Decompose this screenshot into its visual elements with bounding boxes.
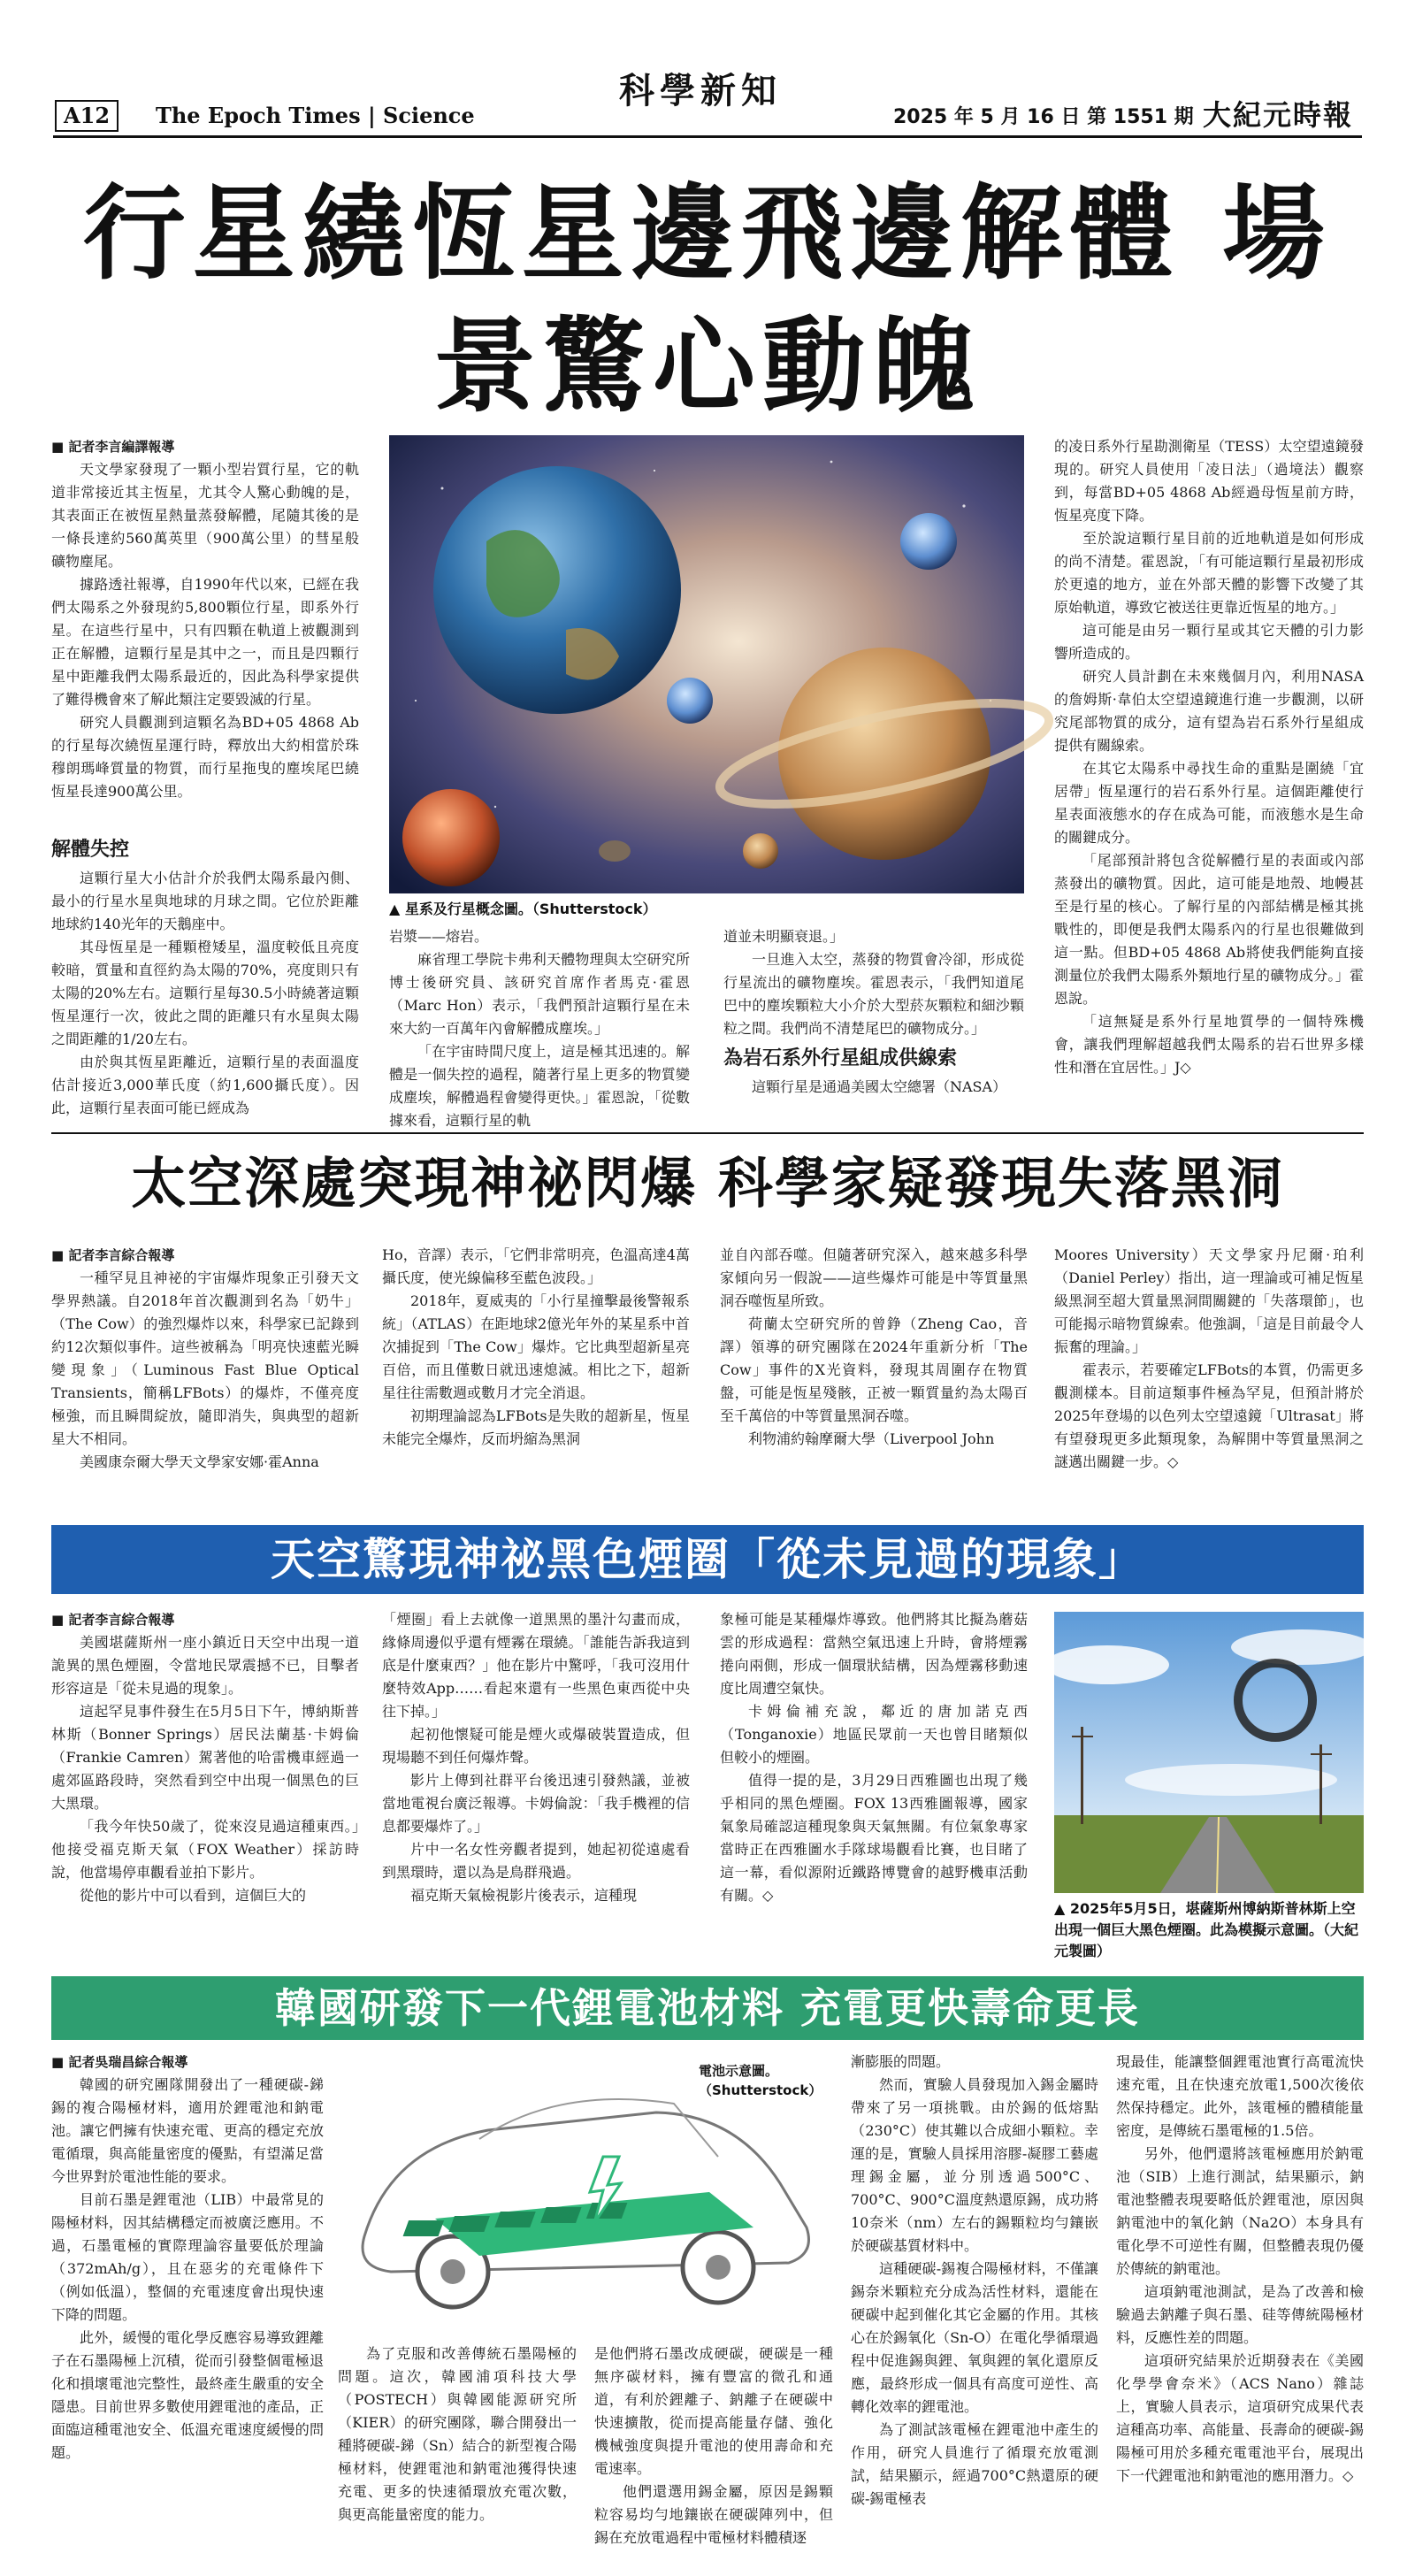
paragraph: 霍表示，若要確定LFBots的本質，仍需更多觀測樣本。目前這類事件極為罕見，但預計將於2025年登場的以色列太空望遠鏡「Ultrasat」將有望發現更多此類現象，為解開中等質量黑洞之謎邁出關鍵一步。◇ [1054, 1361, 1364, 1470]
paragraph: 研究人員計劃在未來幾個月內，利用NASA的詹姆斯·韋伯太空望遠鏡進行進一步觀測，以研究尾部物質的成分，這有望為岩石系外行星組成提供有關線索。 [1054, 668, 1364, 754]
article2-col3 [720, 1244, 1028, 1514]
paragraph: 現最佳，能讓整個鋰電池實行高電流快速充電，且在快速充放電1,500次後依然保持穩定。此外，該電極的體積能量密度，是傳統石墨電極的1.5倍。 [1116, 2053, 1364, 2139]
article1-subhead-1: 解體失控 [51, 839, 130, 861]
paragraph: 這種硬碳-錫複合陽極材料，不僅讓錫奈米顆粒充分成為活性材料，還能在硬碳中起到催化其它金屬的作用。其核心在於錫氧化（Sn-O）在電化學循環過程中促進錫與鋰、氧與鋰的氧化還原反應，最終形成一個具有高度可逆性、高轉化效率的鋰電池。 [851, 2260, 1098, 2415]
article3-headline: 天空驚現神祕黑色煙圈「從未見過的現象」 [271, 1534, 1144, 1585]
paragraph: 片中一名女性旁觀者提到，她起初從遠處看到黑環時，還以為是鳥群飛過。 [382, 1841, 690, 1881]
article2-col2 [382, 1244, 690, 1514]
paragraph: 一種罕見且神祕的宇宙爆炸現象正引發天文學界熱議。自2018年首次觀測到名為「奶牛」（The Cow）的強烈爆炸以來，科學家已記錄到約12次類似事件。這些被稱為「明亮快速藍光瞬變現象」（Luminous Fast Blue Optical Transients，簡稱LFBots）的爆炸，不僅亮度極強，而且瞬間綻放，隨即消失，與典型的超新星大不相同。 [51, 1269, 359, 1447]
paragraph: 這起罕見事件發生在5月5日下午，博納斯普林斯（Bonner Springs）居民法蘭基·卡姆倫（Frankie Camren）駕著他的哈雷機車經過一處郊區路段時，突然看到空中出現一個黑色的巨大黑環。 [51, 1703, 359, 1812]
article1-col3 [723, 925, 1024, 1120]
article4-col3 [594, 2342, 833, 2564]
article4-headline-banner [51, 1976, 1364, 2040]
paragraph: 道並未明顯衰退。」 [723, 928, 845, 945]
paragraph: 岩漿——熔岩。 [389, 928, 489, 945]
article3-col1 [51, 1608, 359, 1962]
paragraph: 其母恆星是一種顆橙矮星，溫度較低且亮度較暗，質量和直徑約為太陽的70%，亮度則只有太陽的20%左右。這顆行星每30.5小時繞著這顆恆星運行一次，彼此之間的距離只有水星與太陽之間距離的1/20左右。 [51, 939, 359, 1047]
paragraph: 為了測試該電極在鋰電池中產生的作用，研究人員進行了循環充放電測試，結果顯示，經過700°C熱還原的硬碳-錫電極表 [851, 2421, 1098, 2507]
paragraph: 荷蘭太空研究所的曾錚（Zheng Cao，音譯）領導的研究團隊在2024年重新分析「The Cow」事件的X光資料，發現其周圍存在物質盤，可能是恆星殘骸，正被一顆質量約為太陽百至千萬倍的中等質量黑洞吞噬。 [720, 1315, 1028, 1424]
paragraph: 並自內部吞噬。但隨著研究深入，越來越多科學家傾向另一假說——這些爆炸可能是中等質量黑洞吞噬恆星所致。 [720, 1246, 1028, 1309]
paragraph: 這可能是由另一顆行星或其它天體的引力影響所造成的。 [1054, 622, 1364, 662]
paragraph: 韓國的研究團隊開發出了一種硬碳-銻錫的複合陽極材料，適用於鋰電池和鈉電池。讓它們擁有快速充電、更高的穩定充放電循環，與高能量密度的優點，有望滿足當今世界對於電池性能的要求。 [51, 2076, 324, 2185]
paragraph: 麻省理工學院卡弗利天體物理與太空研究所博士後研究員、該研究首席作者馬克·霍恩（Marc Hon）表示，「我們預計這顆行星在未來大約一百萬年內會解體成塵埃。」 [389, 951, 690, 1037]
paragraph: 2018年，夏威夷的「小行星撞擊最後警報系統」（ATLAS）在距地球2億光年外的某星系中首次捕捉到「The Cow」爆炸。它比典型超新星亮百倍，而且僅數日就迅速熄滅。相比之下，超新星往往需數週或數月才完全消退。 [382, 1292, 690, 1401]
planet-illustration-svg [389, 435, 1024, 893]
paragraph: 漸膨脹的問題。 [851, 2053, 951, 2070]
article4-col1 [51, 2051, 324, 2564]
paragraph: 據路透社報導，自1990年代以來，已經在我們太陽系之外發現約5,800顆位行星，即系外行星。在這些行星中，只有四顆在軌道上被觀測到正在解體，這顆行星是其中之一，而且是四顆行星中距離我們太陽系最近的，因此為科學家提供了難得機會來了解此類注定要毀滅的行星。 [51, 576, 359, 708]
article4-col2 [338, 2342, 577, 2564]
paragraph: 至於說這顆行星目前的近地軌道是如何形成的尚不清楚。霍恩說，「有可能這顆行星最初形成於更遠的地方，並在外部天體的影響下改變了其原始軌道，導致它被送往更靠近恆星的地方。」 [1054, 530, 1364, 616]
newspaper-logo: 大紀元時報 [1203, 98, 1354, 132]
paragraph: Ho，音譯）表示，「它們非常明亮，色溫高達4萬攝氏度，使光線偏移至藍色波段。」 [382, 1246, 690, 1286]
paragraph: 由於與其恆星距離近，這顆行星的表面溫度估計接近3,000華氏度（約1,600攝氏度）。因此，這顆行星表面可能已經成為 [51, 1054, 359, 1116]
article4-byline: ■ 記者吳瑞昌綜合報導 [51, 2054, 188, 2070]
article2-col4 [1054, 1244, 1364, 1514]
paragraph: 「我今年快50歲了，從來沒見過這種東西。」他接受福克斯天氣（FOX Weather）採訪時說，他當場停車觀看並拍下影片。 [51, 1818, 359, 1881]
brand-name: The Epoch Times | Science [156, 103, 475, 128]
paragraph: 從他的影片中可以看到，這個巨大的 [80, 1887, 307, 1904]
paragraph: 這項研究結果於近期發表在《美國化學學會奈米》（ACS Nano）雜誌上，實驗人員表示，這項研究成果代表這種高功率、高能量、長壽命的硬碳-錫陽極可用於多種充電電池平台，展現出下一代鋰電池和鈉電池的應用潛力。◇ [1116, 2352, 1364, 2484]
article1-col2 [389, 925, 690, 1129]
article1-col4 [1054, 435, 1364, 1120]
article1-headline: 行星繞恆星邊飛邊解體 場景驚心動魄 [82, 174, 1333, 426]
paragraph: 此外，緩慢的電化學反應容易導致鋰離子在石墨陽極上沉積，從而引發整個電極退化和損壞電池完整性，最終產生嚴重的安全隱患。目前世界多數使用鋰電池的產品，正面臨這種電池安全、低溫充電速度緩慢的問題。 [51, 2329, 324, 2461]
article4-headline: 韓國研發下一代鋰電池材料 充電更快壽命更長 [274, 1984, 1140, 2032]
article3-col3 [720, 1608, 1028, 1962]
paragraph: Moores University）天文學家丹尼爾·珀利（Daniel Perley）指出，這一理論或可補足恆星級黑洞至超大質量黑洞間關鍵的「失落環節」，也可能揭示暗物質線索。他強調，「這是目前最令人振奮的理論。」 [1054, 1246, 1364, 1355]
paragraph: 是他們將石墨改成硬碳，硬碳是一種無序碳材料，擁有豐富的微孔和通道，有利於鋰離子、鈉離子在硬碳中快速擴散，從而提高能量存儲、強化機械強度與提升電池的使用壽命和充電速率。 [594, 2345, 833, 2477]
paragraph: 影片上傳到社群平台後迅速引發熱議，並被當地電視台廣泛報導。卡姆倫說：「我手機裡的信息都要爆炸了。」 [382, 1772, 690, 1835]
paragraph: 「尾部預計將包含從解體行星的表面或內部蒸發出的礦物質。因此，這可能是地殼、地幔甚至是行星的核心。了解行星的內部結構是極其挑戰性的，即便是我們太陽系內的行星也很難做到這一點。但BD+05 4868 Ab將使我們能夠直接測量位於我們太陽系外類地行星的礦物成分。」霍恩說。 [1054, 852, 1364, 1007]
article4-col4 [1116, 2051, 1364, 2564]
paragraph: 這顆行星大小估計介於我們太陽系最內側、最小的行星水星與地球的月球之間。它位於距離地球約140光年的天鵝座中。 [51, 870, 359, 932]
article2-byline: ■ 記者李言綜合報導 [51, 1247, 175, 1263]
paragraph: 「煙圈」看上去就像一道黑黑的墨汁勾畫而成，緣條周邊似乎還有煙霧在環繞。「誰能告訴我這到底是什麼東西？」他在影片中驚呼，「我可沒用什麼特效App……看起來還有一些黑色東西從中央往下掉。」 [382, 1611, 690, 1720]
paragraph: 「這無疑是系外行星地質學的一個特殊機會，讓我們理解超越我們太陽系的岩石世界多樣性和潛在宜居性。」J◇ [1054, 1013, 1364, 1076]
paragraph: 目前石墨是鋰電池（LIB）中最常見的陽極材料，因其結構穩定而被廣泛應用。不過，石墨電極的實際理論容量要低於理論（372mAh/g），且在惡劣的充電條件下（例如低溫），整個的充電速度會出現快速下降的問題。 [51, 2191, 324, 2323]
article1-subhead-2: 為岩石系外行星組成供線索 [723, 1047, 958, 1070]
article3-byline: ■ 記者李言綜合報導 [51, 1612, 175, 1628]
paragraph: 一旦進入太空，蒸發的物質會冷卻，形成從行星流出的礦物塵埃。霍恩表示，「我們知道尾巴中的塵埃顆粒大小介於大型菸灰顆粒和細沙顆粒之間。我們尚不清楚尾巴的礦物成分。」 [723, 951, 1024, 1037]
paragraph: 「在宇宙時間尺度上，這是極其迅速的。解體是一個失控的過程，隨著行星上更多的物質變成塵埃，解體過程會變得更快。」霍恩說，「從數據來看，這顆行星的軌 [389, 1043, 690, 1129]
paragraph: 在其它太陽系中尋找生命的重點是圍繞「宜居帶」恆星運行的岩石系外行星。這個距離使行星表面液態水的存在成為可能，而液態水是生命的關鍵成分。 [1054, 760, 1364, 846]
issue-date: 2025 年 5 月 16 日 第 1551 期 [893, 106, 1194, 128]
paragraph: 然而，實驗人員發現加入錫金屬時帶來了另一項挑戰。由於錫的低熔點（230°C）使其難以合成細小顆粒。幸運的是，實驗人員採用溶膠-凝膠工藝處理錫金屬，並分別透過500°C、700°C、900°C溫度熱還原錫，成功將10奈米（nm）左右的錫顆粒均勻鑲嵌於硬碳基質材料中。 [851, 2076, 1098, 2254]
paragraph: 美國康奈爾大學天文學家安娜·霍Anna [80, 1453, 319, 1470]
paragraph: 研究人員觀測到這顆名為BD+05 4868 Ab的行星每次繞恆星運行時，釋放出大約相當於珠穆朗瑪峰質量的物質，而行星拖曳的塵埃尾巴繞恆星長達900萬公里。 [51, 714, 359, 800]
article2-headline: 太空深處突現神祕閃爆 科學家疑發現失落黑洞 [131, 1151, 1284, 1215]
paragraph: 美國堪薩斯州一座小鎮近日天空中出現一道詭異的黑色煙圈，令當地民眾震撼不已，目擊者形容這是「從未見過的現象」。 [51, 1634, 359, 1697]
paragraph: 的凌日系外行星勘測衛星（TESS）太空望遠鏡發現的。研究人員使用「凌日法」（過境法）觀察到，每當BD+05 4868 Ab經過母恆星前方時，恆星亮度下降。 [1054, 438, 1364, 524]
article3-col2 [382, 1608, 690, 1962]
article1-photo-caption: ▲ 星系及行星概念圖。（Shutterstock） [389, 901, 657, 917]
smoke-ring-photo [1054, 1612, 1364, 1893]
paragraph: 為了克服和改善傳統石墨陽極的問題。這次，韓國浦項科技大學（POSTECH）與韓國能源研究所（KIER）的研究團隊，聯合開發出一種將硬碳-銻（Sn）結合的新型複合陽極材料，使鋰電池和鈉電池獲得快速充電、更多的快速循環放充電次數，與更高能量密度的能力。 [338, 2345, 577, 2523]
page-header [0, 0, 1415, 137]
paragraph: 這項鈉電池測試，是為了改善和檢驗過去鈉離子與石墨、硅等傳統陽極材料，反應性差的問題。 [1116, 2283, 1364, 2346]
article1-col1b [51, 832, 359, 1115]
article3-photo-caption: ▲ 2025年5月5日，堪薩斯州博納斯普林斯上空出現一個巨大黑色煙圈。此為模擬示意圖。（大紀元製圖） [1054, 1900, 1359, 1959]
article4-col3a [851, 2051, 1098, 2564]
paragraph: 起初他懷疑可能是煙火或爆破裝置造成，但現場聽不到任何爆炸聲。 [382, 1726, 690, 1766]
article1-col1 [51, 435, 359, 869]
paragraph: 福克斯天氣檢視影片後表示，這種現 [410, 1887, 638, 1904]
paragraph: 另外，他們還將該電極應用於鈉電池（SIB）上進行測試，結果顯示，鈉電池整體表現要略低於鋰電池，原因與鈉電池中的氧化鈉（Na2O）本身具有電化學不可逆性有關，但整體表現仍優於傳統的鈉電池。 [1116, 2145, 1364, 2277]
paragraph: 他們還選用錫金屬，原因是錫顆粒容易均勻地鑲嵌在硬碳陣列中，但錫在充放電過程中電極材料體積逐 [594, 2483, 833, 2546]
page-number: A12 [55, 100, 119, 132]
paragraph: 天文學家發現了一顆小型岩質行星，它的軌道非常接近其主恆星，尤其令人驚心動魄的是，其表面正在被恆星熱量蒸發解體，尾隨其後的是一條長達約560萬英里（900萬公里）的彗星般礦物塵尾。 [51, 461, 359, 570]
paragraph: 象極可能是某種爆炸導致。他們將其比擬為蘑菇雲的形成過程：當熱空氣迅速上升時，會將煙霧捲向兩側，形成一個環狀結構，因為煙霧移動速度比周遭空氣快。 [720, 1611, 1028, 1697]
paragraph: 卡姆倫補充說，鄰近的唐加諾克西（Tonganoxie）地區民眾前一天也曾目睹類似但較小的煙圈。 [720, 1703, 1028, 1766]
article2-col1 [51, 1244, 359, 1514]
divider [51, 1132, 1364, 1134]
article1-byline: ■ 記者李言編譯報導 [51, 439, 175, 455]
paragraph: 利物浦約翰摩爾大學（Liverpool John [748, 1430, 995, 1447]
paragraph: 初期理論認為LFBots是失敗的超新星，恆星未能完全爆炸，反而坍縮為黑洞 [382, 1407, 690, 1447]
planet-illustration [389, 435, 1024, 893]
paragraph: 值得一提的是，3月29日西雅圖也出現了幾乎相同的黑色煙圈。FOX 13西雅圖報導，國家氣象局確認這種現象與天氣無關。有位氣象專家當時正在西雅圖水手隊球場觀看比賽，也目睹了這一幕，看似源附近鐵路博覽會的越野機車活動有關。◇ [720, 1772, 1028, 1904]
paragraph: 這顆行星是通過美國太空總署（NASA） [752, 1078, 1007, 1095]
section-title: 科學新知 [619, 71, 782, 111]
smoke-ring-photo-svg [1054, 1612, 1364, 1893]
article3-headline-banner [51, 1525, 1364, 1594]
header-rule [53, 135, 1362, 138]
article4-photo-caption: 電池示意圖。（Shutterstock） [699, 2063, 822, 2098]
